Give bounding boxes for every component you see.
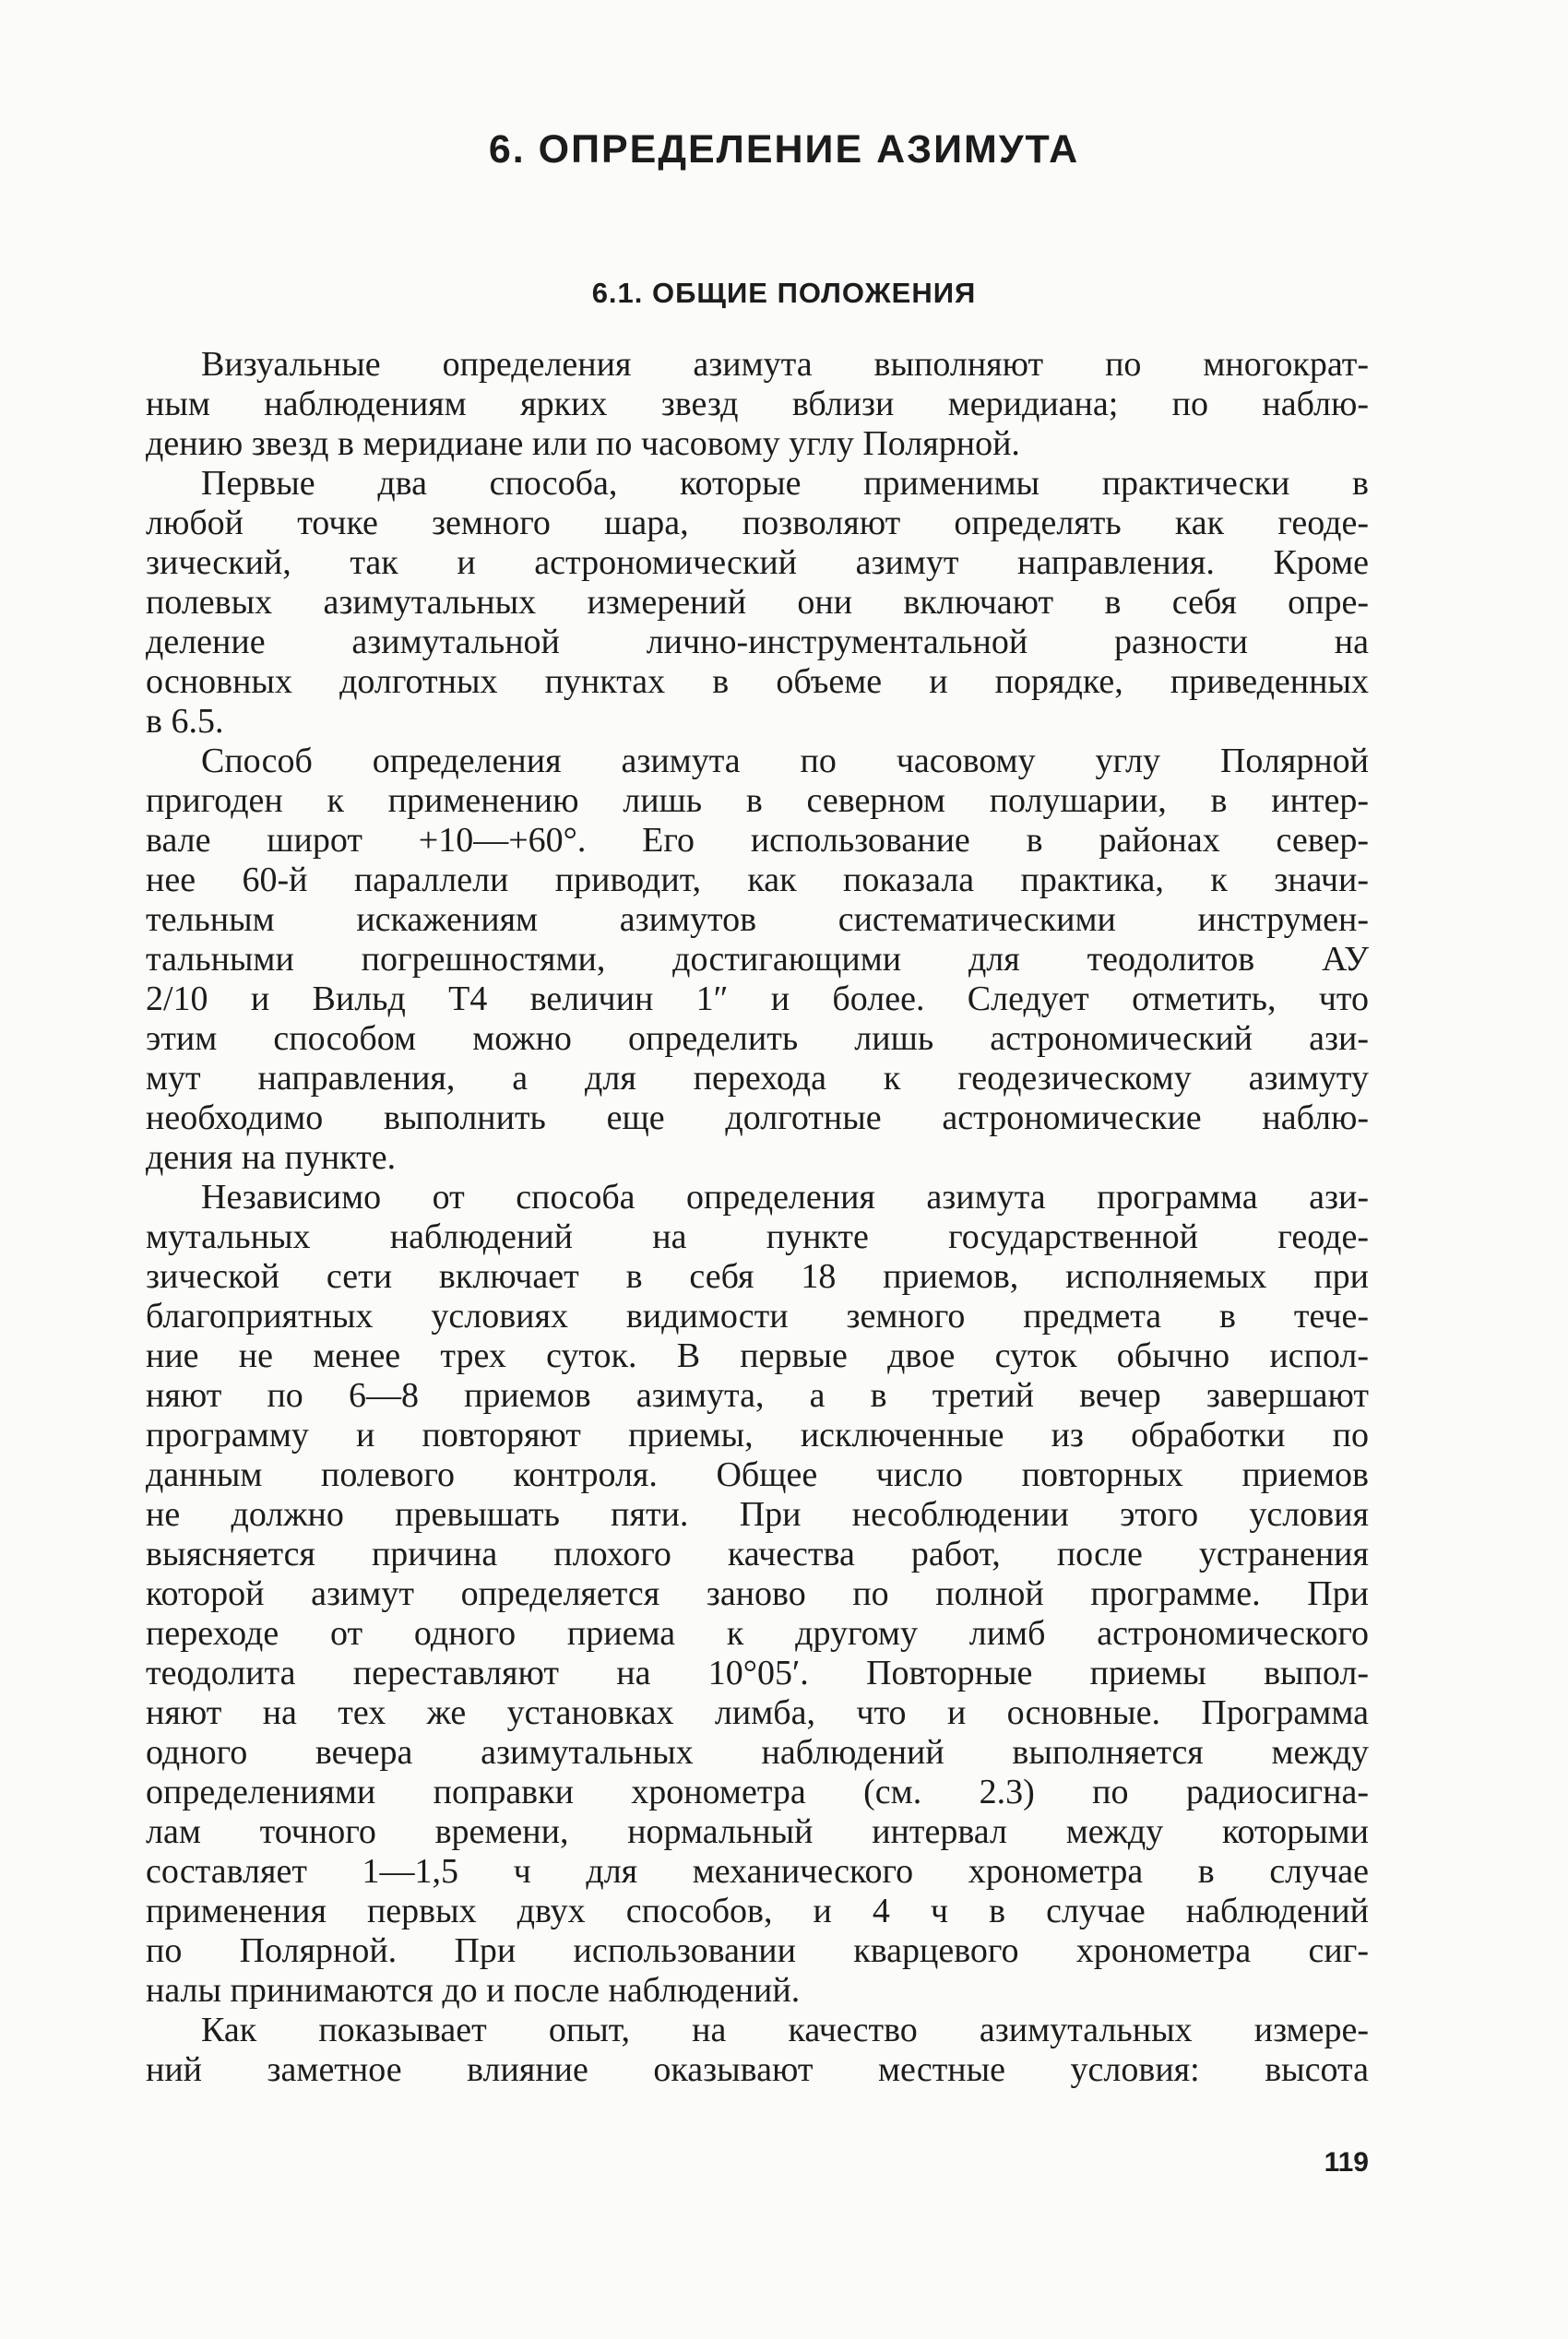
text-line: благоприятных условиях видимости земного предмета в тече- bbox=[146, 1297, 1369, 1336]
text-line: полевых азимутальных измерений они включают в себя опре- bbox=[146, 583, 1369, 622]
text-line: ным наблюдениям ярких звезд вблизи меридиана; по наблю- bbox=[146, 385, 1369, 423]
text-line: ние не менее трех суток. В первые двое суток обычно испол- bbox=[146, 1336, 1369, 1375]
body-text bbox=[146, 345, 1369, 2090]
text-line: необходимо выполнить еще долготные астрономические наблю- bbox=[146, 1098, 1369, 1137]
text-line: программу и повторяют приемы, исключенные из обработки по bbox=[146, 1416, 1369, 1454]
text-line: основных долготных пунктах в объеме и порядке, приведенных bbox=[146, 662, 1369, 701]
text-line: няют на тех же установках лимба, что и основные. Программа bbox=[146, 1693, 1369, 1732]
text-line: 2/10 и Вильд Т4 величин 1″ и более. Следует отметить, что bbox=[146, 980, 1369, 1018]
paragraph bbox=[146, 742, 1369, 1178]
text-line: Как показывает опыт, на качество азимутальных измере- bbox=[201, 2011, 1369, 2049]
section-title: 6.1. ОБЩИЕ ПОЛОЖЕНИЯ bbox=[591, 277, 977, 309]
text-line: составляет 1—1,5 ч для механического хронометра в случае bbox=[146, 1852, 1369, 1891]
text-line: ний заметное влияние оказывают местные условия: высота bbox=[146, 2050, 1369, 2089]
paragraph bbox=[146, 464, 1369, 742]
text-line: этим способом можно определить лишь астрономический ази- bbox=[146, 1019, 1369, 1058]
paragraph bbox=[146, 1178, 1369, 2011]
text-line: в 6.5. bbox=[146, 702, 224, 741]
text-line: данным полевого контроля. Общее число повторных приемов bbox=[146, 1455, 1369, 1494]
paragraph bbox=[146, 2011, 1369, 2090]
text-line: Способ определения азимута по часовому углу Полярной bbox=[201, 742, 1369, 780]
text-line: пригоден к применению лишь в северном полушарии, в интер- bbox=[146, 781, 1369, 820]
text-line: лам точного времени, нормальный интервал между которыми bbox=[146, 1812, 1369, 1851]
text-line: применения первых двух способов, и 4 ч в случае наблюдений bbox=[146, 1892, 1369, 1930]
chapter-title: 6. ОПРЕДЕЛЕНИЕ АЗИМУТА bbox=[488, 127, 1080, 172]
text-line: определениями поправки хронометра (см. 2.3) по радиосигна- bbox=[146, 1773, 1369, 1811]
text-line: Визуальные определения азимута выполняют по многократ- bbox=[201, 345, 1369, 384]
text-line: тальными погрешностями, достигающими для теодолитов АУ bbox=[146, 940, 1369, 979]
text-line: нее 60-й параллели приводит, как показала практика, к значи- bbox=[146, 861, 1369, 899]
text-line: по Полярной. При использовании кварцевого хронометра сиг- bbox=[146, 1931, 1369, 1970]
text-line: зический, так и астрономический азимут направления. Кроме bbox=[146, 543, 1369, 582]
text-line: мут направления, а для перехода к геодезическому азимуту bbox=[146, 1059, 1369, 1098]
text-line: деление азимутальной лично-инструментальной разности на bbox=[146, 623, 1369, 661]
text-line: няют по 6—8 приемов азимута, а в третий вечер завершают bbox=[146, 1376, 1369, 1415]
text-line: теодолита переставляют на 10°05′. Повторные приемы выпол- bbox=[146, 1654, 1369, 1692]
paragraph bbox=[146, 345, 1369, 464]
text-line: дению звезд в меридиане или по часовому углу Полярной. bbox=[146, 424, 1020, 463]
text-line: вале широт +10—+60°. Его использование в районах север- bbox=[146, 821, 1369, 860]
text-line: зической сети включает в себя 18 приемов, исполняемых при bbox=[146, 1257, 1369, 1296]
text-line: тельным искажениям азимутов систематическими инструмен- bbox=[146, 900, 1369, 939]
text-line: любой точке земного шара, позволяют определять как геоде- bbox=[146, 504, 1369, 542]
text-line: дения на пункте. bbox=[146, 1138, 397, 1177]
text-line: одного вечера азимутальных наблюдений выполняется между bbox=[146, 1733, 1369, 1772]
text-line: которой азимут определяется заново по полной программе. При bbox=[146, 1574, 1369, 1613]
page-number: 119 bbox=[1324, 2147, 1369, 2178]
text-line: Независимо от способа определения азимута программа ази- bbox=[201, 1178, 1369, 1217]
text-line: переходе от одного приема к другому лимб астрономического bbox=[146, 1614, 1369, 1653]
text-line: не должно превышать пяти. При несоблюдении этого условия bbox=[146, 1495, 1369, 1534]
text-line: Первые два способа, которые применимы практически в bbox=[201, 464, 1369, 503]
text-line: мутальных наблюдений на пункте государственной геоде- bbox=[146, 1217, 1369, 1256]
text-line: налы принимаются до и после наблюдений. bbox=[146, 1971, 801, 2010]
text-line: выясняется причина плохого качества работ, после устранения bbox=[146, 1535, 1369, 1573]
